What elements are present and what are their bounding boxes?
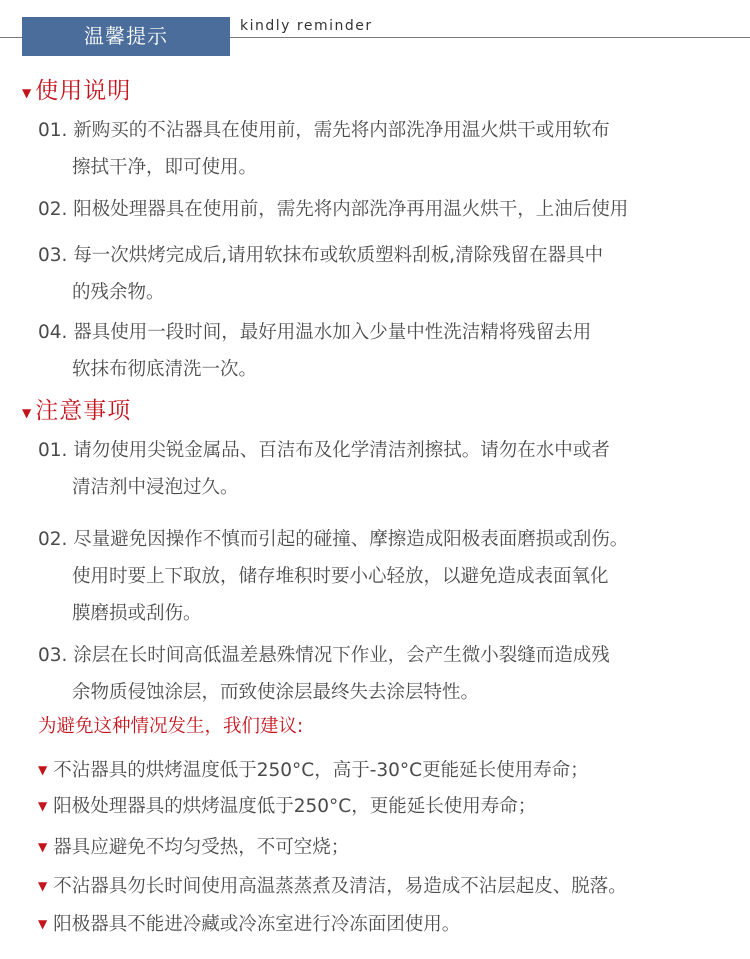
triangle-down-icon: ▼ xyxy=(22,86,33,100)
advice-bullet: ▼ 不沾器具的烘烤温度低于250°C，高于-30°C更能延长使用寿命； xyxy=(38,760,589,781)
caution-item-2: 02. 尽量避免因操作不慎而引起的碰撞、摩擦造成阳极表面磨损或刮伤。 使用时要上下取放，储存堆积时要小心轻放，以避免造成表面氧化 膜磨损或刮伤。 xyxy=(38,529,629,624)
section-usage-title: ▼ 使用说明 xyxy=(22,78,132,104)
usage-item-3: 03. 每一次烘烤完成后,请用软抹布或软质塑料刮板,清除残留在器具中 的残余物。 xyxy=(38,245,604,303)
usage-item-1: 01. 新购买的不沾器具在使用前，需先将内部洗净用温火烘干或用软布 擦拭干净，即可使用。 xyxy=(38,120,610,178)
usage-item-2: 02. 阳极处理器具在使用前，需先将内部洗净再用温火烘干，上油后使用 xyxy=(38,199,629,220)
header-title-cn: 温馨提示 xyxy=(84,24,168,48)
triangle-down-icon: ▼ xyxy=(38,917,48,931)
triangle-down-icon: ▼ xyxy=(22,406,33,420)
section-caution-title: ▼ 注意事项 xyxy=(22,398,132,424)
usage-item-4: 04. 器具使用一段时间，最好用温水加入少量中性洗洁精将残留去用 软抹布彻底清洗一次。 xyxy=(38,322,592,380)
caution-item-3: 03. 涂层在长时间高低温差悬殊情况下作业，会产生微小裂缝而造成残 余物质侵蚀涂层，而致使涂层最终失去涂层特性。 xyxy=(38,645,610,703)
advice-bullet: ▼ 阳极处理器具的烘烤温度低于250°C，更能延长使用寿命； xyxy=(38,796,537,817)
advice-bullet: ▼ 阳极器具不能进冷藏或冷冻室进行冷冻面团使用。 xyxy=(38,914,461,935)
header-title-box xyxy=(22,17,230,56)
triangle-down-icon: ▼ xyxy=(38,799,48,813)
advice-intro: 为避免这种情况发生，我们建议: xyxy=(38,716,304,737)
triangle-down-icon: ▼ xyxy=(38,879,48,893)
header-title-en: kindly reminder xyxy=(240,18,373,34)
advice-bullet: ▼ 不沾器具勿长时间使用高温蒸蒸煮及清洁，易造成不沾层起皮、脱落。 xyxy=(38,876,627,897)
triangle-down-icon: ▼ xyxy=(38,840,48,854)
caution-item-1: 01. 请勿使用尖锐金属品、百洁布及化学清洁剂擦拭。请勿在水中或者 清洁剂中浸泡过久。 xyxy=(38,440,610,498)
advice-bullet: ▼ 器具应避免不均匀受热，不可空烧； xyxy=(38,837,350,858)
triangle-down-icon: ▼ xyxy=(38,763,48,777)
